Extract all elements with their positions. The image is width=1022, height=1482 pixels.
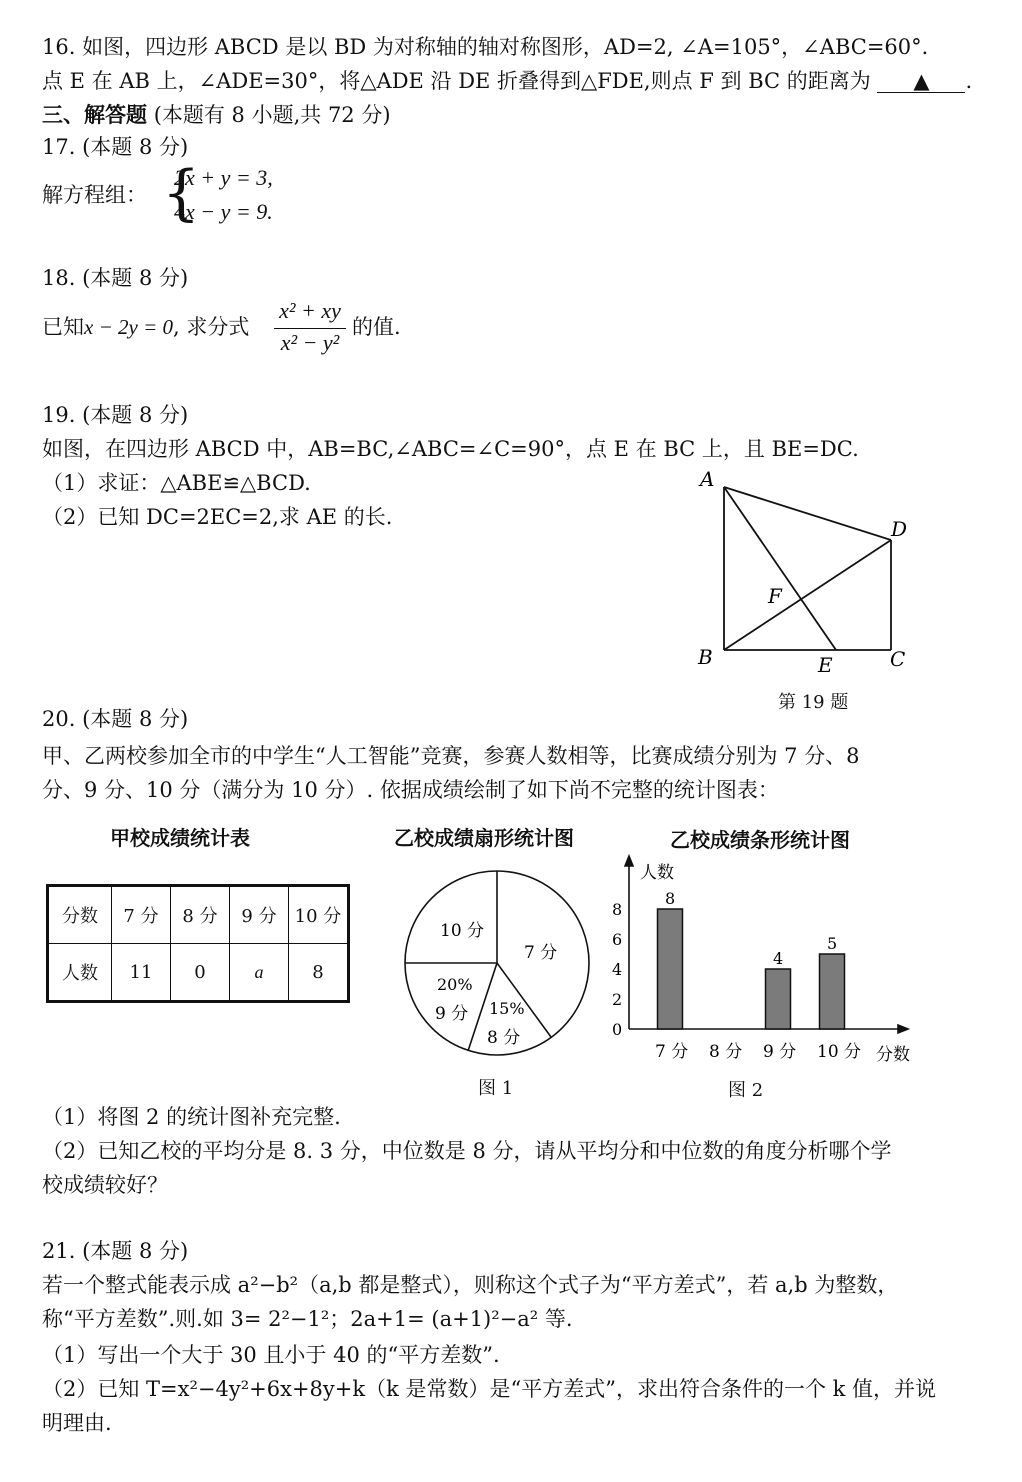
q20-part2a: （2）已知乙校的平均分是 8. 3 分，中位数是 8 分，请从平均分和中位数的角度分析哪个学 (42, 1139, 892, 1163)
x-tick-label: 8 分 (709, 1042, 743, 1062)
section-note: (本题有 8 小题,共 72 分) (153, 103, 391, 127)
pie-label-10: 10 分 (440, 921, 485, 941)
fraction-denominator: x² − y² (280, 330, 340, 355)
bar-value-label: 5 (827, 934, 838, 953)
bar-value-label: 4 (773, 949, 784, 968)
x-tick-label: 9 分 (763, 1042, 797, 1062)
q17-header: 17. (本题 8 分) (42, 135, 189, 159)
q18-header: 18. (本题 8 分) (42, 266, 189, 290)
q16-end: . (965, 69, 973, 93)
equation-2: 4x − y = 9. (174, 199, 273, 224)
y-axis-label: 人数 (640, 863, 674, 883)
bar (658, 909, 683, 1029)
pie-label-8: 8 分 (487, 1028, 521, 1048)
bar-value-label: 8 (665, 889, 676, 908)
y-tick-label: 2 (612, 990, 623, 1009)
pie-label-9-pct: 20% (437, 975, 473, 994)
pie-title: 乙校成绩扇形统计图 (394, 826, 574, 850)
table-header-row (48, 886, 349, 944)
q21-part2b: 明理由. (42, 1411, 112, 1435)
segment-ae (724, 487, 836, 650)
q20-header: 20. (本题 8 分) (42, 707, 189, 731)
x-tick-label: 10 分 (817, 1042, 862, 1062)
answer-blank (877, 70, 965, 93)
fraction-bar (274, 328, 346, 329)
q18-mid: , 求分式 (172, 315, 250, 339)
q21-part2a: （2）已知 T=x²−4y²+6x+8y+k（k 是常数）是“平方差式”，求出符合条件的一个 k 值，并说 (42, 1377, 937, 1401)
q17-prompt: 解方程组： (42, 183, 147, 207)
q19-part2: （2）已知 DC=2EC=2,求 AE 的长. (42, 505, 393, 529)
equation-system (162, 158, 292, 229)
label-f: F (768, 584, 782, 608)
q16-line2 (42, 66, 972, 96)
pie-caption: 图 1 (478, 1078, 514, 1099)
q18-pre: 已知 (42, 315, 84, 339)
label-b: B (698, 645, 713, 669)
bar (820, 954, 845, 1029)
pie-label-9: 9 分 (435, 1004, 469, 1024)
q21-header: 21. (本题 8 分) (42, 1239, 189, 1263)
table-header-cell: 9 分 (230, 886, 289, 944)
table-cell: 11 (112, 944, 171, 1002)
section-heading (42, 100, 391, 130)
q16-line1: 16. 如图，四边形 ABCD 是以 BD 为对称轴的轴对称图形，AD=2, ∠A=105°，∠ABC=60°． (42, 35, 943, 59)
x-tick-label: 7 分 (655, 1042, 689, 1062)
bar (766, 969, 791, 1029)
x-axis-arrow-icon (898, 1025, 908, 1033)
q20-part1: （1）将图 2 的统计图补充完整. (42, 1105, 341, 1129)
fraction-numerator: x² + xy (279, 298, 341, 323)
q21-line2: 称“平方差数”.则.如 3= 2²−1²；2a+1= (a+1)²−a² 等. (42, 1307, 573, 1331)
pie-label-7: 7 分 (524, 943, 558, 963)
score-table (46, 884, 350, 1003)
table-cell: 8 (289, 944, 349, 1002)
table-row (48, 944, 349, 1002)
q21-line1: 若一个整式能表示成 a²−b²（a,b 都是整式），则称这个式子为“平方差式”，若 a,b 为整数， (42, 1273, 899, 1297)
bar-title: 乙校成绩条形统计图 (670, 828, 850, 852)
segment-ad (724, 487, 891, 540)
geometry-figure (690, 462, 930, 684)
segment-bd (724, 540, 891, 650)
pie-label-8-pct: 15% (489, 999, 525, 1018)
label-e: E (818, 653, 833, 677)
pie-chart (400, 866, 600, 1062)
equation-1: 2x + y = 3, (174, 165, 273, 190)
table-header-cell: 分数 (48, 886, 112, 944)
table-header-cell: 10 分 (289, 886, 349, 944)
q21-part1: （1）写出一个大于 30 且小于 40 的“平方差数”. (42, 1343, 500, 1367)
section-title: 三、解答题 (42, 102, 147, 127)
q19-line1: 如图，在四边形 ABCD 中，AB=BC,∠ABC=∠C=90°，点 E 在 BC 上，且 BE=DC. (42, 437, 859, 461)
table-header-cell: 8 分 (171, 886, 230, 944)
table-cell: 0 (171, 944, 230, 1002)
label-d: D (891, 517, 908, 541)
bar-caption: 图 2 (728, 1080, 764, 1101)
label-c: C (890, 647, 906, 671)
q19-figure-caption: 第 19 题 (778, 692, 849, 713)
q20-line1: 甲、乙两校参加全市的中学生“人工智能”竞赛，参赛人数相等，比赛成绩分别为 7 分、8 (42, 744, 860, 768)
triangle-marker-icon: ▲ (913, 69, 930, 93)
q20-part2b: 校成绩较好？ (42, 1173, 168, 1197)
label-a: A (700, 467, 715, 491)
y-tick-label: 6 (612, 930, 623, 949)
q20-line2: 分、9 分、10 分（满分为 10 分）. 依据成绩绘制了如下尚不完整的统计图表： (42, 778, 779, 802)
q18-post: 的值. (352, 315, 401, 339)
fraction (272, 298, 348, 362)
q19-header: 19. (本题 8 分) (42, 403, 189, 427)
table-header-cell: 7 分 (112, 886, 171, 944)
brace-icon: { (162, 158, 201, 228)
x-axis-label: 分数 (876, 1045, 910, 1064)
q16-line2-text: 点 E 在 AB 上，∠ADE=30°，将△ADE 沿 DE 折叠得到△FDE,则点 F 到 BC 的距离为 (42, 69, 871, 93)
y-axis-arrow-icon (625, 856, 633, 866)
q18-condition: x − 2y = 0 (84, 315, 173, 339)
table-cell: a (230, 944, 289, 1002)
y-tick-label: 8 (612, 900, 623, 919)
table-cell: 人数 (48, 944, 112, 1002)
q18-statement (42, 312, 249, 342)
table-title: 甲校成绩统计表 (110, 826, 250, 850)
y-tick-label: 0 (612, 1020, 623, 1039)
y-tick-label: 4 (612, 960, 623, 979)
q19-part1: （1）求证：△ABE≌△BCD. (42, 471, 311, 495)
bar-chart (600, 852, 930, 1064)
